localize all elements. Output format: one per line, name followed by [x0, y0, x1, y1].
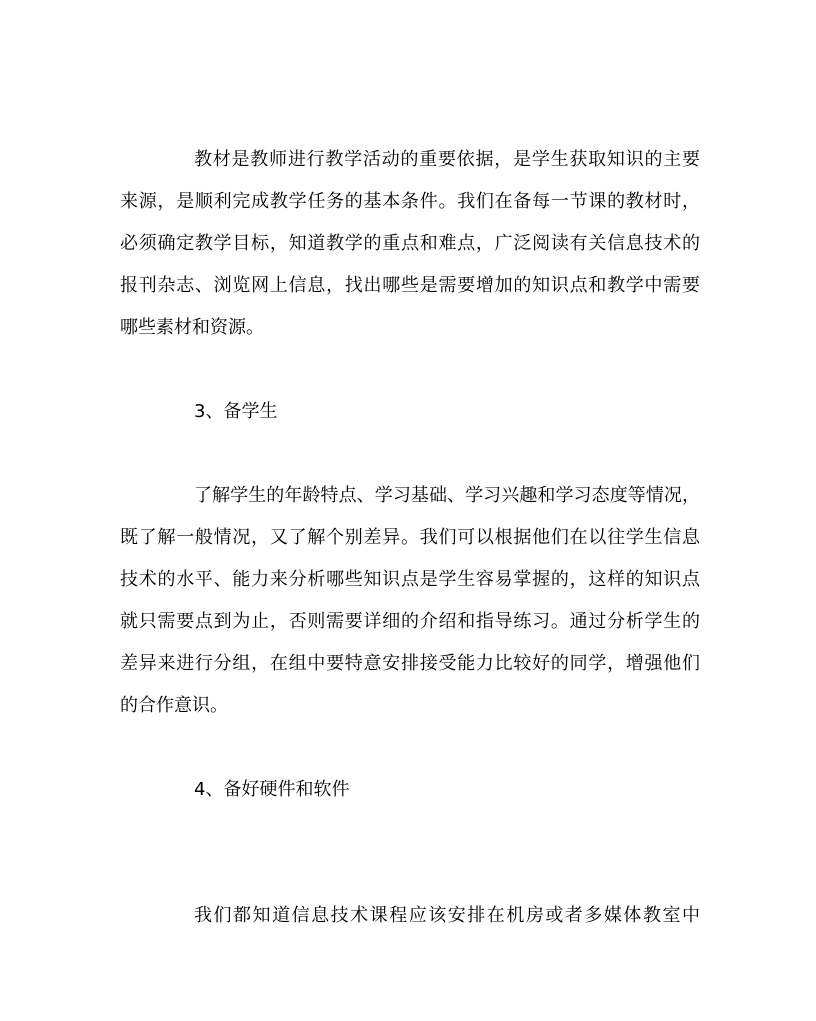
- paragraph-line: 哪些素材和资源。: [120, 317, 264, 338]
- paragraph-line: 的合作意识。: [120, 695, 228, 716]
- paragraph-line: 我们都知道信息技术课程应该安排在机房或者多媒体教室中: [194, 905, 700, 926]
- paragraph-line: 了解学生的年龄特点、学习基础、学习兴趣和学习态度等情况，: [194, 485, 700, 506]
- paragraph-line: 报刊杂志、浏览网上信息，找出哪些是需要增加的知识点和教学中需要: [120, 275, 700, 296]
- paragraph-line: 必须确定教学目标，知道教学的重点和难点，广泛阅读有关信息技术的: [120, 233, 700, 254]
- paragraph-line: 就只需要点到为止，否则需要详细的介绍和指导练习。通过分析学生的: [120, 611, 700, 632]
- section-heading-prepare-hardware-software: 4、备好硬件和软件: [194, 779, 350, 800]
- paragraph-line: 技术的水平、能力来分析哪些知识点是学生容易掌握的，这样的知识点: [120, 569, 700, 590]
- paragraph-line: 既了解一般情况，又了解个别差异。我们可以根据他们在以往学生信息: [120, 527, 700, 548]
- section-heading-prepare-students: 3、备学生: [194, 401, 278, 422]
- paragraph-line: 来源，是顺利完成教学任务的基本条件。我们在备每一节课的教材时，: [120, 191, 700, 212]
- paragraph-line: 差异来进行分组，在组中要特意安排接受能力比较好的同学，增强他们: [120, 653, 700, 674]
- paragraph-line: 教材是教师进行教学活动的重要依据，是学生获取知识的主要: [194, 149, 700, 170]
